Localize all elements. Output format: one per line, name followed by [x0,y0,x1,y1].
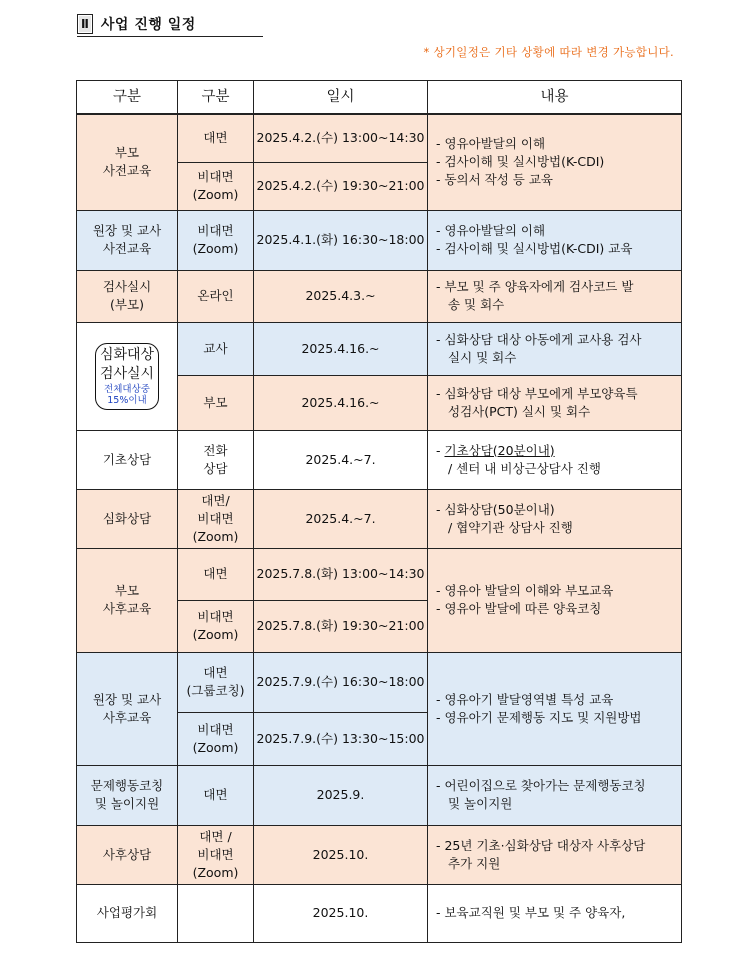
datetime-cell: 2025.4.3.~ [254,270,428,322]
category-cell: 문제행동코칭 및 놀이지원 [77,765,178,825]
table-row [77,652,682,712]
section-header [77,12,196,36]
table-row [77,322,682,375]
type-cell [178,884,254,942]
content-cell: - 영유아발달의 이해 - 검사이해 및 실시방법(K-CDI) - 동의서 작성 등 교육 [428,114,682,210]
datetime-cell: 2025.10. [254,884,428,942]
content-cell: - 보육교직원 및 부모 및 주 양육자, [428,884,682,942]
content-cell: - 심화상담(50분이내) / 협약기관 상담사 진행 [428,489,682,548]
table-row [77,489,682,548]
category-cell: 기초상담 [77,430,178,489]
header-category: 구분 [77,81,178,115]
content-cell: - 25년 기초·심화상담 대상자 사후상담 추가 지원 [428,825,682,884]
category-cell: 사업평가회 [77,884,178,942]
datetime-cell: 2025.10. [254,825,428,884]
category-cell: 심화상담 [77,489,178,548]
content-cell: - 부모 및 주 양육자에게 검사코드 발 송 및 회수 [428,270,682,322]
content-cell: - 영유아기 발달영역별 특성 교육 - 영유아기 문제행동 지도 및 지원방법 [428,652,682,765]
type-cell: 부모 [178,375,254,430]
datetime-cell: 2025.4.2.(수) 19:30~21:00 [254,162,428,210]
category-cell: 사후상담 [77,825,178,884]
datetime-cell: 2025.4.16.~ [254,322,428,375]
datetime-cell: 2025.4.~7. [254,489,428,548]
category-cell: 검사실시 (부모) [77,270,178,322]
type-cell: 비대면 (Zoom) [178,210,254,270]
type-cell: 전화 상담 [178,430,254,489]
type-cell: 교사 [178,322,254,375]
section-number: Ⅱ [77,14,93,34]
header-content: 내용 [428,81,682,115]
table-row [77,884,682,942]
category-cell: 원장 및 교사 사전교육 [77,210,178,270]
type-cell: 온라인 [178,270,254,322]
header-datetime: 일시 [254,81,428,115]
deep-test-badge: 심화대상 검사실시 전체대상중 15%이내 [95,343,159,410]
type-cell: 비대면 (Zoom) [178,712,254,765]
table-header-row [77,81,682,115]
datetime-cell: 2025.7.9.(수) 13:30~15:00 [254,712,428,765]
datetime-cell: 2025.4.~7. [254,430,428,489]
datetime-cell: 2025.7.8.(화) 19:30~21:00 [254,600,428,652]
table-row [77,765,682,825]
content-cell: - 심화상담 대상 아동에게 교사용 검사 실시 및 회수 [428,322,682,375]
content-cell: - 영유아 발달의 이해와 부모교육 - 영유아 발달에 따른 양육코칭 [428,548,682,652]
datetime-cell: 2025.4.1.(화) 16:30~18:00 [254,210,428,270]
header-type: 구분 [178,81,254,115]
type-cell: 대면 [178,765,254,825]
table-row [77,114,682,162]
type-cell: 대면 (그룹코칭) [178,652,254,712]
datetime-cell: 2025.7.8.(화) 13:00~14:30 [254,548,428,600]
type-cell: 비대면 (Zoom) [178,162,254,210]
type-cell: 대면 / 비대면 (Zoom) [178,825,254,884]
section-underline [77,36,263,37]
type-cell: 대면/ 비대면 (Zoom) [178,489,254,548]
type-cell: 비대면 (Zoom) [178,600,254,652]
table-row [77,210,682,270]
schedule-table [76,80,682,943]
category-cell: 부모 사전교육 [77,114,178,210]
datetime-cell: 2025.9. [254,765,428,825]
content-cell: - 심화상담 대상 부모에게 부모양육특 성검사(PCT) 실시 및 회수 [428,375,682,430]
category-cell [77,322,178,430]
content-cell: - 영유아발달의 이해 - 검사이해 및 실시방법(K-CDI) 교육 [428,210,682,270]
datetime-cell: 2025.4.2.(수) 13:00~14:30 [254,114,428,162]
table-row [77,825,682,884]
content-cell: - 어린이집으로 찾아가는 문제행동코칭 및 놀이지원 [428,765,682,825]
type-cell: 대면 [178,114,254,162]
datetime-cell: 2025.4.16.~ [254,375,428,430]
category-cell: 원장 및 교사 사후교육 [77,652,178,765]
category-cell: 부모 사후교육 [77,548,178,652]
datetime-cell: 2025.7.9.(수) 16:30~18:00 [254,652,428,712]
section-title: 사업 진행 일정 [100,17,196,33]
table-row [77,270,682,322]
table-row [77,430,682,489]
type-cell: 대면 [178,548,254,600]
content-cell: - 기초상담(20분이내) / 센터 내 비상근상담사 진행 [428,430,682,489]
schedule-notice: * 상기일정은 기타 상황에 따라 변경 가능합니다. [423,45,674,59]
table-row [77,548,682,600]
